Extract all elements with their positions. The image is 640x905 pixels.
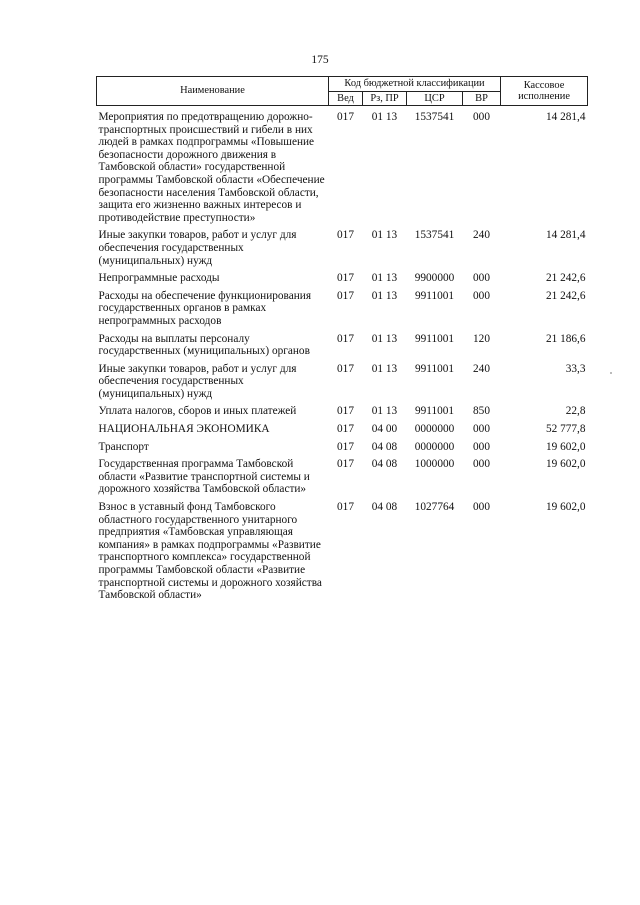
row-csr: 9911001	[414, 332, 455, 345]
row-amount: 52 777,8	[545, 423, 586, 436]
row-vr: 120	[473, 332, 490, 345]
row-name: НАЦИОНАЛЬНАЯ ЭКОНОМИКА	[98, 423, 270, 436]
table-row	[97, 441, 588, 459]
row-vr: 240	[473, 229, 490, 242]
row-ved: 017	[337, 501, 354, 514]
row-csr: 0000000	[414, 423, 455, 436]
row-csr: 1537541	[414, 111, 455, 123]
header-name: Наименование	[97, 77, 329, 106]
row-csr: 9911001	[414, 362, 455, 375]
row-name: Иные закупки товаров, работ и услуг для обеспечения государственных (муниципальных) нужд	[98, 362, 297, 400]
row-ved: 017	[337, 458, 354, 471]
row-amount: 21 186,6	[545, 332, 586, 345]
row-amount: 19 602,0	[545, 458, 586, 471]
header-rz-pr: Рз, ПР	[363, 91, 407, 106]
row-csr: 9900000	[414, 272, 455, 285]
row-ved: 017	[337, 423, 354, 436]
row-rz-pr: 04 08	[371, 458, 398, 471]
table-row	[97, 272, 588, 290]
row-ved: 017	[337, 362, 354, 375]
row-ved: 017	[337, 111, 354, 123]
row-ved: 017	[337, 229, 354, 242]
row-ved: 017	[337, 440, 354, 453]
row-name: Иные закупки товаров, работ и услуг для обеспечения государственных (муниципальных) нужд	[98, 229, 297, 267]
row-ved: 017	[337, 332, 354, 345]
row-rz-pr: 01 13	[371, 362, 398, 375]
row-ved: 017	[337, 405, 354, 418]
table-row	[97, 290, 588, 333]
row-rz-pr: 01 13	[371, 272, 398, 285]
row-amount: 21 242,6	[545, 272, 586, 285]
row-vr: 000	[473, 289, 490, 302]
row-name: Государственная программа Тамбовской области «Развитие транспортной системы и дорожного хозяйства Тамбовской области»	[98, 458, 310, 496]
row-amount: 14 281,4	[545, 229, 586, 242]
row-name: Мероприятия по предотвращению дорожно-транспортных происшествий и гибели в них людей в рамках подпрограммы «Повышение безопасности дорожного движения в Тамбовской области» государственной программы Тамбовской области «Обеспечение безопасности населения Тамбовской области, защита его жизненно важных интересов и противодействие преступности»	[98, 111, 325, 224]
row-amount: 21 242,6	[545, 289, 586, 302]
table-row	[97, 333, 588, 363]
table-row	[97, 106, 588, 230]
table-row	[97, 501, 588, 607]
row-amount: 19 602,0	[545, 501, 586, 514]
table-row	[97, 229, 588, 272]
table-row	[97, 458, 588, 501]
row-ved: 017	[337, 272, 354, 285]
margin-mark	[610, 372, 612, 374]
row-vr: 850	[473, 405, 490, 418]
row-name: Взнос в уставный фонд Тамбовского областного государственного унитарного предприятия «Тамбовская управляющая компания» в рамках подпрограммы «Развитие транспортного комплекса» государственной программы Тамбовской области «Развитие транспортной системы и дорожного хозяйства Тамбовской области»	[98, 501, 322, 602]
row-name: Уплата налогов, сборов и иных платежей	[98, 405, 297, 418]
row-rz-pr: 01 13	[371, 405, 398, 418]
row-rz-pr: 04 08	[371, 501, 398, 514]
row-name: Непрограммные расходы	[98, 272, 220, 285]
row-rz-pr: 01 13	[371, 111, 398, 123]
row-amount: 19 602,0	[545, 440, 586, 453]
row-rz-pr: 01 13	[371, 229, 398, 242]
page-number: 175	[311, 54, 329, 66]
row-rz-pr: 01 13	[371, 289, 398, 302]
table-header	[97, 77, 588, 106]
row-amount: 33,3	[565, 362, 586, 375]
row-ved: 017	[337, 289, 354, 302]
row-rz-pr: 01 13	[371, 332, 398, 345]
row-vr: 000	[473, 440, 490, 453]
table-body	[97, 106, 588, 607]
row-vr: 000	[473, 423, 490, 436]
table-row	[97, 405, 588, 423]
row-csr: 9911001	[414, 405, 455, 418]
row-csr: 1537541	[414, 229, 455, 242]
row-csr: 1027764	[414, 501, 455, 514]
header-budget-code: Код бюджетной классификации	[329, 77, 501, 92]
header-vr: ВР	[463, 91, 501, 106]
row-amount: 14 281,4	[545, 111, 586, 123]
table-row	[97, 363, 588, 406]
row-vr: 000	[473, 458, 490, 471]
row-vr: 000	[473, 272, 490, 285]
row-rz-pr: 04 08	[371, 440, 398, 453]
row-amount: 22,8	[565, 405, 586, 418]
header-ved: Вед	[329, 91, 363, 106]
row-name: Транспорт	[98, 440, 149, 453]
row-vr: 000	[473, 111, 490, 123]
row-csr: 0000000	[414, 440, 455, 453]
row-name: Расходы на обеспечение функционирования государственных органов в рамках непрограммных расходов	[98, 289, 312, 327]
row-csr: 1000000	[414, 458, 455, 471]
row-rz-pr: 04 00	[371, 423, 398, 436]
budget-table	[96, 76, 588, 607]
header-csr: ЦСР	[407, 91, 463, 106]
row-name: Расходы на выплаты персоналу государственных (муниципальных) органов	[98, 332, 310, 358]
table-row	[97, 423, 588, 441]
row-vr: 240	[473, 362, 490, 375]
row-csr: 9911001	[414, 289, 455, 302]
row-vr: 000	[473, 501, 490, 514]
header-cash-execution: Кассовое исполнение	[501, 77, 588, 106]
